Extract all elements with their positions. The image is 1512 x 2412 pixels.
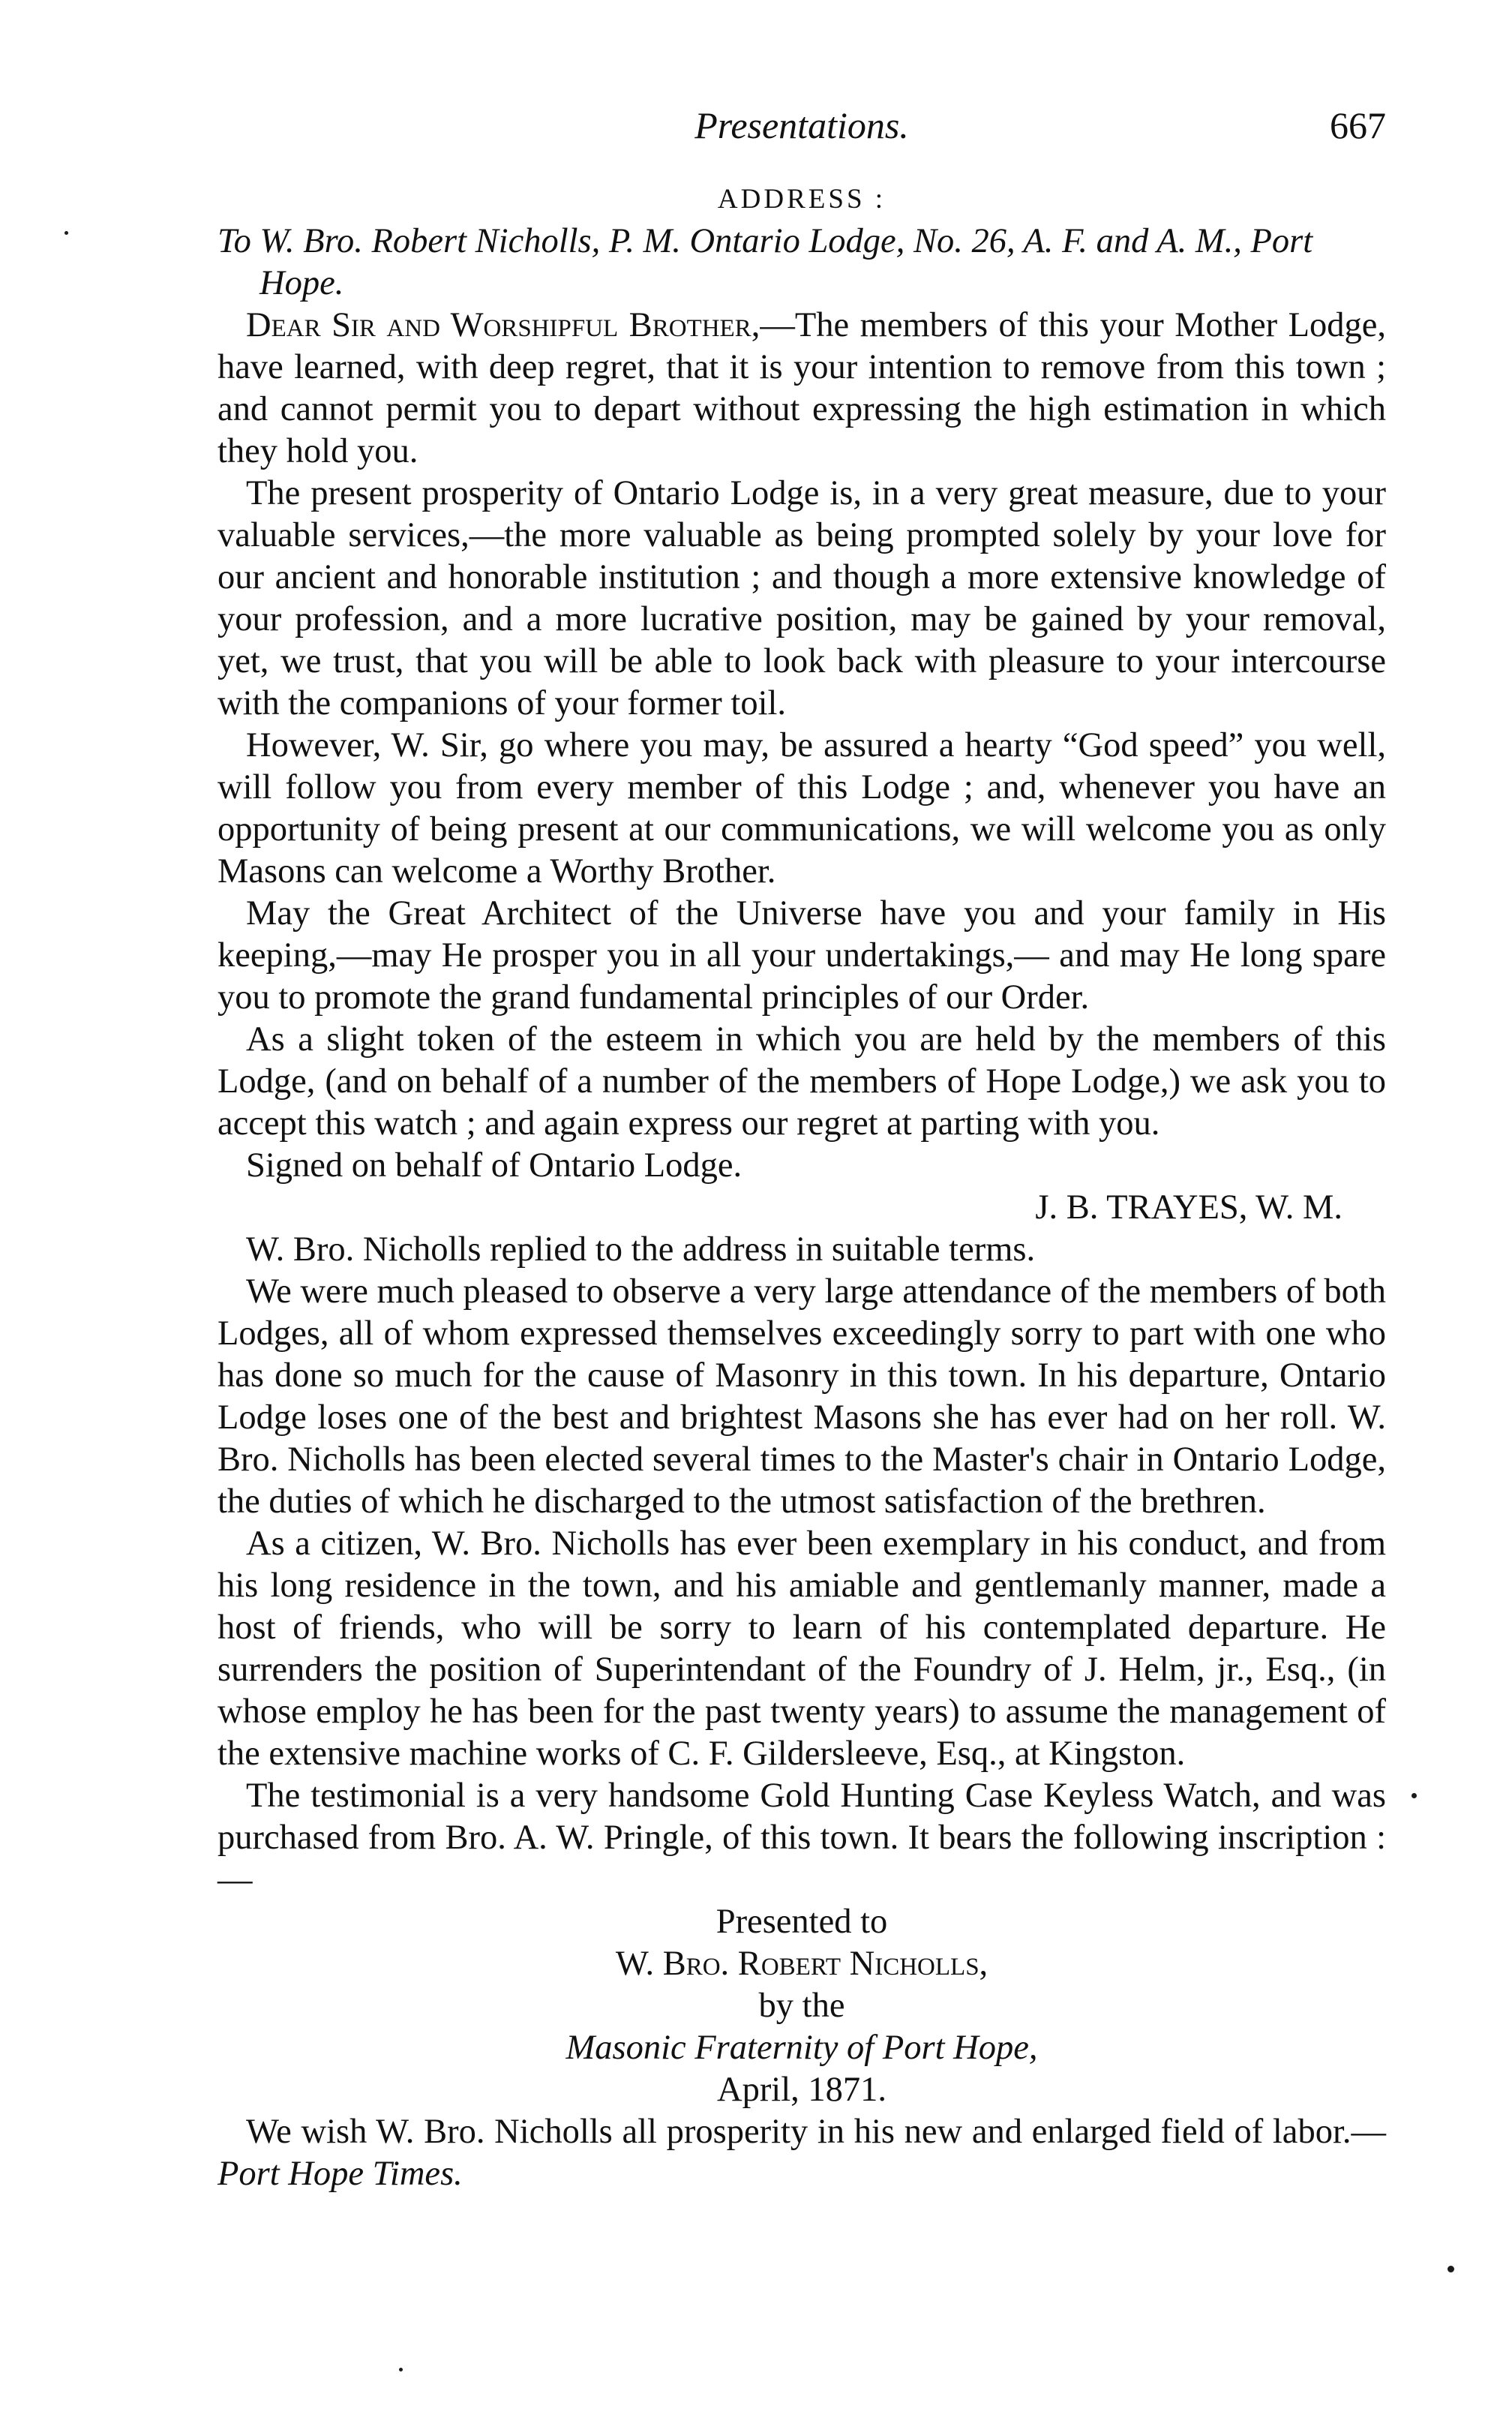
dedication-to: To W. Bro. Robert Nicholls, [218, 222, 601, 260]
closing-text: We wish W. Bro. Nicholls all prosperity in his new and enlarged field of labor.— [246, 2113, 1386, 2151]
address-dedication [218, 221, 1386, 305]
address-paragraph-3: However, W. Sir, go where you may, be assured a hearty “God speed” you well, will follow you from every member of this Lodge ; and, whenever you have an opportunity of being present at our communications, we will welcome you as only Masons can welcome a Worthy Brother. [218, 726, 1386, 891]
address-paragraph-4: May the Great Architect of the Universe have you and your family in His keeping,—may He prosper you in all your undertakings,— and may He long spare you to promote the grand fundamental principles of our Order. [218, 894, 1386, 1017]
dedication-rest: P. M. Ontario Lodge, No. 26, A. F. and A. M., Port Hope. [260, 222, 1313, 302]
inscription-line-1: Presented to [716, 1903, 888, 1941]
address-paragraph-1 [218, 305, 1386, 473]
inscription-line-4: Masonic Fraternity of Port Hope, [566, 2029, 1038, 2067]
page-number: 667 [1330, 104, 1386, 146]
inscription-line-5: April, 1871. [716, 2071, 887, 2109]
narrative-paragraph-3: As a citizen, W. Bro. Nicholls has ever been exemplary in his conduct, and from his long residence in the town, and his amiable and gentlemanly manner, made a host of friends, who will be sorry to learn of his contemplated departure. He surrenders the position of Superintendant of the Foundry of J. Helm, jr., Esq., (in whose employ he has been for the past twenty years) to assume the management of the extensive machine works of C. F. Gildersleeve, Esq., at Kingston. [218, 1524, 1386, 1773]
narrative-paragraph-1: W. Bro. Nicholls replied to the address in suitable terms. [246, 1230, 1036, 1269]
narrative-paragraph-4: The testimonial is a very handsome Gold Hunting Case Keyless Watch, and was purchased from Bro. A. W. Pringle, of this town. It bears the following inscription :— [218, 1777, 1386, 1899]
narrative-paragraph-2: We were much pleased to observe a very large attendance of the members of both Lodges, all of whom expressed themselves exceedingly sorry to part with one who has done so much for the cause of Masonry in this town. In his departure, Ontario Lodge loses one of the best and brightest Masons she has ever had on her roll. W. Bro. Nicholls has been elected several times to the Master's chair in Ontario Lodge, the duties of which he discharged to the utmost satisfaction of the brethren. [218, 1272, 1386, 1521]
inscription-line-3: by the [758, 1987, 845, 2025]
closing-source: Port Hope Times. [218, 2155, 463, 2193]
page-header [218, 104, 1386, 156]
salutation: Dear Sir and Worshipful Brother, [246, 306, 760, 344]
running-title: Presentations. [694, 104, 909, 146]
margin-speck [64, 231, 68, 235]
closing-paragraph [218, 2111, 1386, 2195]
margin-speck [399, 2368, 403, 2371]
address-p1-text: —The members of this your Mother Lodge, have learned, with deep regret, that it is your intention to remove from this town ; and cannot permit you to depart without expressing the high estimation in which they hold you. [218, 306, 1387, 470]
address-paragraph-6: Signed on behalf of Ontario Lodge. [246, 1146, 742, 1185]
margin-speck [1448, 2266, 1454, 2272]
address-paragraph-2: The present prosperity of Ontario Lodge is, in a very great measure, due to your valuable services,—the more valuable as being prompted solely by your love for our ancient and honorable institution ; and though a more extensive knowledge of your profession, and a more lucrative position, may be gained by your removal, yet, we trust, that you will be able to look back with pleasure to your intercourse with the companions of your former toil. [218, 474, 1386, 722]
article-body [218, 179, 1386, 2195]
signature: J. B. TRAYES, W. M. [1035, 1188, 1342, 1227]
address-heading: ADDRESS : [717, 184, 886, 215]
address-paragraph-5: As a slight token of the esteem in which you are held by the members of this Lodge, (and on behalf of a number of the members of Hope Lodge,) we ask you to accept this watch ; and again express our regret at parting with you. [218, 1020, 1386, 1143]
margin-speck [1412, 1793, 1417, 1798]
inscription-line-2: W. Bro. Robert Nicholls, [615, 1945, 988, 1983]
